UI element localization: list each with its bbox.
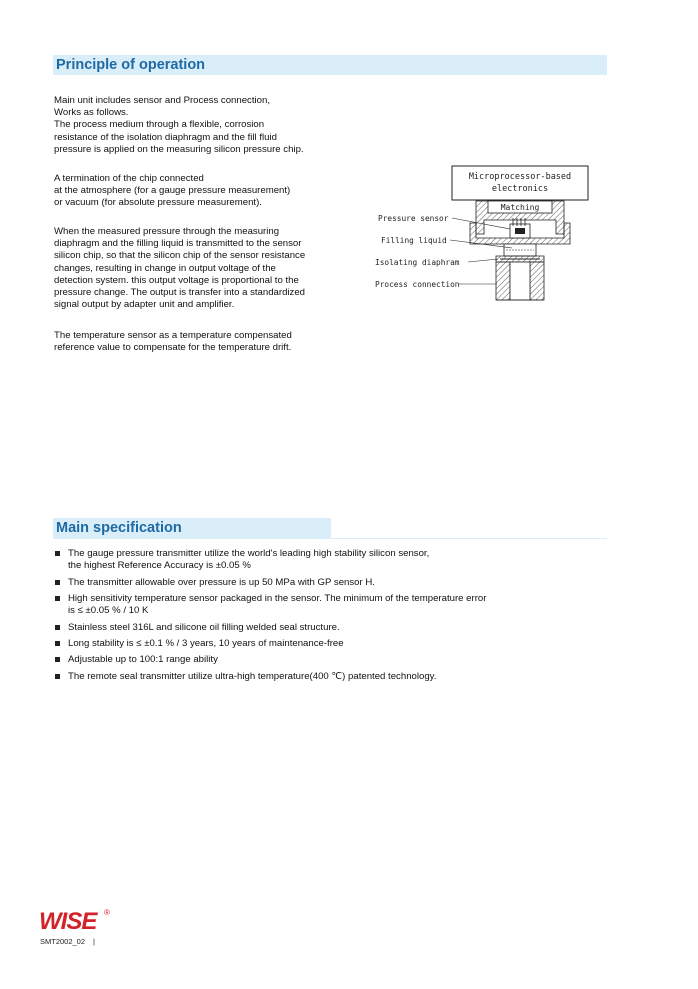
bullet-icon <box>55 551 60 556</box>
document-code <box>40 937 95 946</box>
text-line: changes, resulting in change in output voltage of the <box>54 262 276 274</box>
bullet-icon <box>55 596 60 601</box>
text-line: pressure change. The output is transfer into a standardized <box>54 287 306 299</box>
bullet-icon <box>55 657 60 662</box>
bullet-icon <box>55 625 60 630</box>
text-line: When the measured pressure through the measuring <box>54 226 280 237</box>
text-line: is ≤ ±0.05 % / 10 K <box>68 605 149 617</box>
text-line: resistance of the isolation diaphragm and the fill fluid <box>54 131 277 143</box>
separator: | <box>93 937 95 946</box>
text-line: Main unit includes sensor and Process connection, <box>54 95 270 106</box>
label-filling-liquid: Filling liquid <box>381 236 447 245</box>
text-line: The gauge pressure transmitter utilize the world's leading high stability silicon sensor, <box>68 548 430 559</box>
paragraph-temperature <box>54 330 354 354</box>
text-line: the highest Reference Accuracy is ±0.05 % <box>68 560 251 572</box>
text-line: Stainless steel 316L and silicone oil filling welded seal structure. <box>68 621 340 633</box>
section-title-main-specification: Main specification <box>53 518 607 539</box>
text-line: silicon chip, so that the silicon chip of the sensor resistance <box>54 250 306 262</box>
text-line: at the atmosphere (for a gauge pressure measurement) <box>54 185 291 197</box>
text-line: High sensitivity temperature sensor packaged in the sensor. The minimum of the temperature error <box>68 592 487 604</box>
doc-code-text: SMT2002_02 <box>40 937 86 946</box>
text-line: pressure is applied on the measuring silicon pressure chip. <box>54 143 304 155</box>
text-line: The transmitter allowable over pressure is up 50 MPa with GP sensor H. <box>68 576 375 588</box>
text-line: The temperature sensor as a temperature compensated <box>54 330 292 341</box>
label-process-connection: Process connection <box>375 280 460 289</box>
text-line: Adjustable up to 100:1 range ability <box>68 654 218 666</box>
list-item <box>55 577 615 589</box>
matching-label: Matching <box>500 203 540 212</box>
list-item <box>55 654 615 666</box>
registered-mark: ® <box>104 908 110 917</box>
list-item <box>55 593 615 617</box>
wise-logo <box>38 905 118 939</box>
text-line: Works as follows. <box>54 107 129 119</box>
bullet-icon <box>55 641 60 646</box>
text-line: The remote seal transmitter utilize ultra-high temperature(400 ℃) patented technology. <box>68 670 437 682</box>
paragraph-measurement <box>54 226 354 311</box>
electronics-label-1: Microprocessor-based <box>468 172 572 182</box>
electronics-label-2: electronics <box>491 184 549 194</box>
list-item <box>55 548 615 572</box>
bullet-icon <box>55 674 60 679</box>
text-line: reference value to compensate for the temperature drift. <box>54 342 292 354</box>
text-line: A termination of the chip connected <box>54 173 204 184</box>
logo-wordmark: WISE <box>39 908 97 935</box>
list-item <box>55 638 615 650</box>
text-line: detection system. this output voltage is proportional to the <box>54 274 299 286</box>
label-pressure-sensor: Pressure sensor <box>378 214 449 223</box>
text-line: or vacuum (for absolute pressure measurement). <box>54 197 262 209</box>
paragraph-main-unit <box>54 95 354 156</box>
text-line: signal output by adapter unit and amplifier. <box>54 299 235 311</box>
text-line: Long stability is ≤ ±0.1 % / 3 years, 10 years of maintenance-free <box>68 637 344 649</box>
list-item <box>55 622 615 634</box>
section-title-principle: Principle of operation <box>53 55 607 75</box>
label-isolating-diaphram: Isolating diaphram <box>375 258 460 267</box>
specification-list <box>55 548 615 687</box>
list-item <box>55 671 615 683</box>
bullet-icon <box>55 580 60 585</box>
sensor-cross-section-diagram <box>370 160 610 310</box>
text-line: The process medium through a flexible, corrosion <box>54 119 265 131</box>
paragraph-termination <box>54 173 354 210</box>
text-line: diaphragm and the filling liquid is transmitted to the sensor <box>54 238 302 250</box>
